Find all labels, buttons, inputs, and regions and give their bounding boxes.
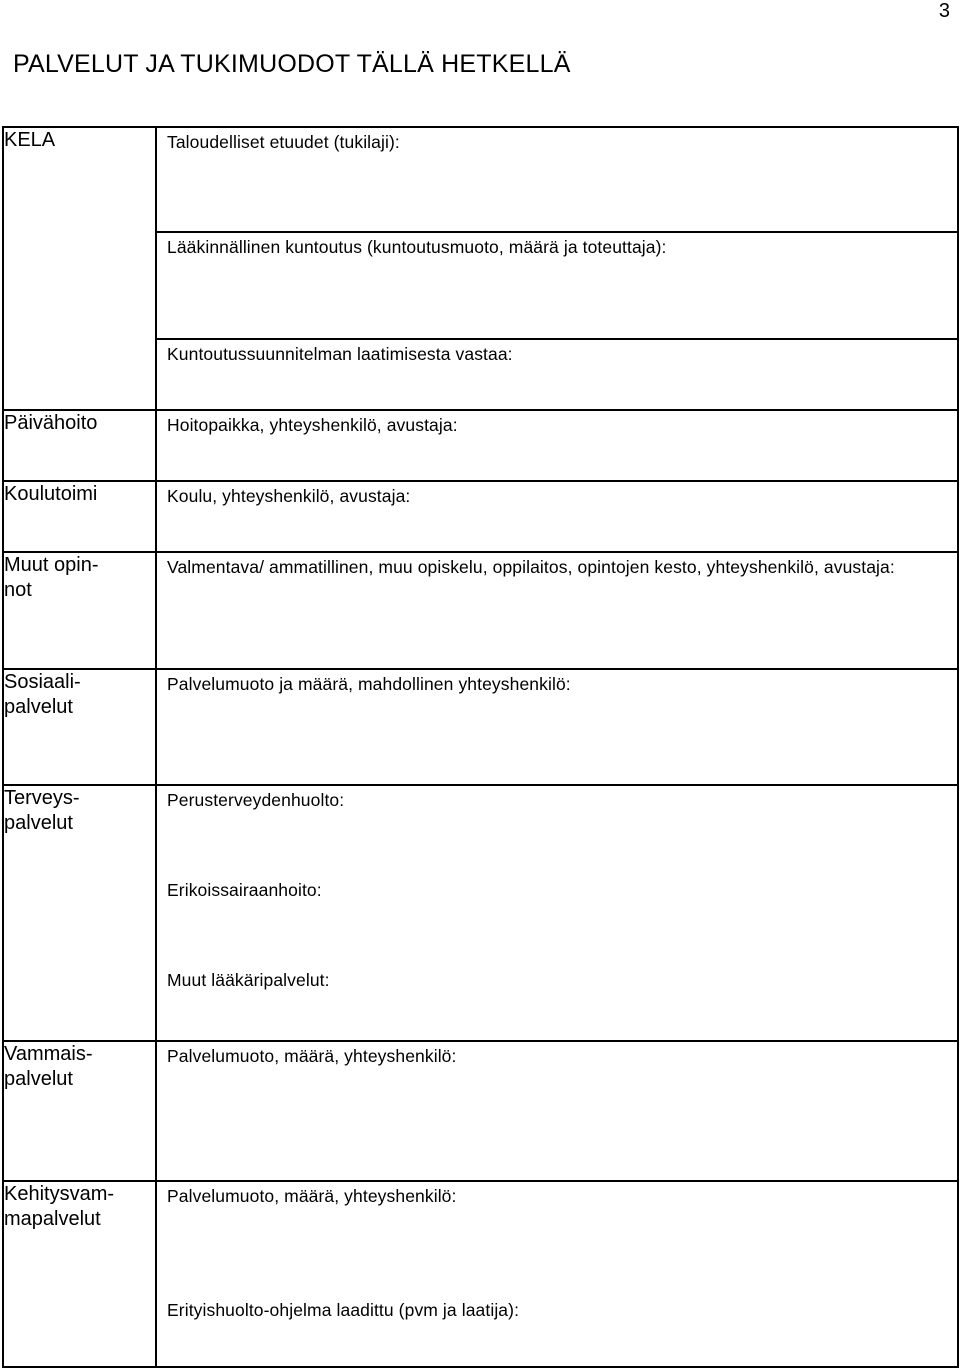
row-label-terveyspalvelut: Terveys- palvelut <box>3 785 156 1041</box>
field-label: Palvelumuoto, määrä, yhteyshenkilö: <box>167 1186 457 1206</box>
row-content-vammaispalvelut <box>156 1041 958 1181</box>
row-label-vammaispalvelut: Vammais- palvelut <box>3 1041 156 1181</box>
row-content-paivahoito <box>156 410 958 481</box>
field-label: Koulu, yhteyshenkilö, avustaja: <box>167 486 411 506</box>
row-label-kehitysvammapalvelut: Kehitysvam- mapalvelut <box>3 1181 156 1367</box>
field-label: Perusterveydenhuolto: <box>167 790 345 810</box>
field-label: Palvelumuoto ja määrä, mahdollinen yhteyshenkilö: <box>167 674 571 694</box>
field-label: Lääkinnällinen kuntoutus (kuntoutusmuoto, määrä ja toteuttaja): <box>167 237 667 257</box>
table-row-terveyspalvelut <box>3 785 958 1041</box>
row-label-sosiaalipalvelut: Sosiaali- palvelut <box>3 669 156 785</box>
page-title: PALVELUT JA TUKIMUODOT TÄLLÄ HETKELLÄ <box>13 50 571 78</box>
field-label: Hoitopaikka, yhteyshenkilö, avustaja: <box>167 415 458 435</box>
table-row-paivahoito <box>3 410 958 481</box>
row-label-kela: KELA <box>3 127 156 410</box>
table-row-vammaispalvelut <box>3 1041 958 1181</box>
field-label: Erityishuolto-ohjelma laadittu (pvm ja laatija): <box>167 1300 520 1320</box>
field-label: Valmentava/ ammatillinen, muu opiskelu, oppilaitos, opintojen kesto, yhteyshenkilö, avustaja: <box>167 557 895 577</box>
row-content-terveyspalvelut <box>156 785 958 1041</box>
field-label: Kuntoutussuunnitelman laatimisesta vastaa: <box>167 344 513 364</box>
row-content-muut-opinnot <box>156 552 958 669</box>
field-label: Muut lääkäripalvelut: <box>167 970 330 990</box>
table-row-kela <box>3 127 958 410</box>
table-row-kehitysvammapalvelut <box>3 1181 958 1367</box>
row-content-sosiaalipalvelut <box>156 669 958 785</box>
row-content-kela <box>156 127 958 410</box>
field-label: Taloudelliset etuudet (tukilaji): <box>167 132 400 152</box>
row-label-paivahoito: Päivähoito <box>3 410 156 481</box>
page-number: 3 <box>938 0 950 22</box>
services-table <box>2 126 959 1368</box>
row-content-kehitysvammapalvelut <box>156 1181 958 1367</box>
row-label-muut-opinnot: Muut opin- not <box>3 552 156 669</box>
table-row-muut-opinnot <box>3 552 958 669</box>
field-label: Palvelumuoto, määrä, yhteyshenkilö: <box>167 1046 457 1066</box>
table-row-koulutoimi <box>3 481 958 552</box>
row-label-koulutoimi: Koulutoimi <box>3 481 156 552</box>
field-label: Erikoissairaanhoito: <box>167 880 322 900</box>
row-content-koulutoimi <box>156 481 958 552</box>
table-row-sosiaalipalvelut <box>3 669 958 785</box>
